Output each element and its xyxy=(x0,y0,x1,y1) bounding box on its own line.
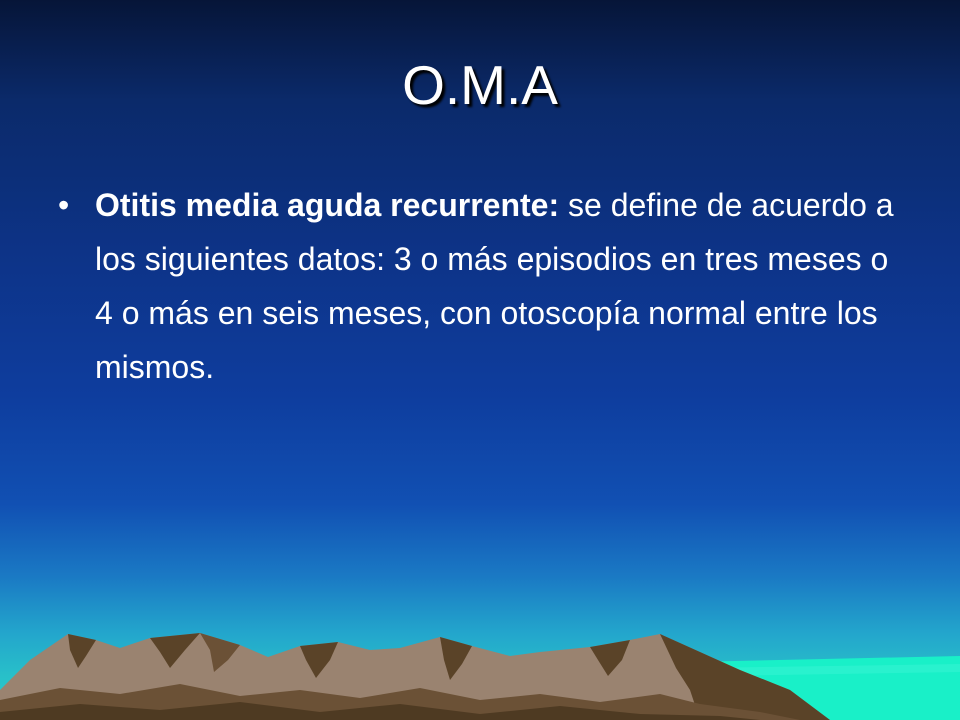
bullet-bold-lead: Otitis media aguda recurrente: xyxy=(95,187,560,223)
bullet-marker: • xyxy=(58,187,70,223)
slide-title: O.M.A xyxy=(402,54,558,116)
bullet-body: se define de acuerdo a los siguientes datos: 3 o más episodios en tres meses o 4 o más en seis meses, con otoscopía normal entre los mismos. xyxy=(95,187,894,385)
